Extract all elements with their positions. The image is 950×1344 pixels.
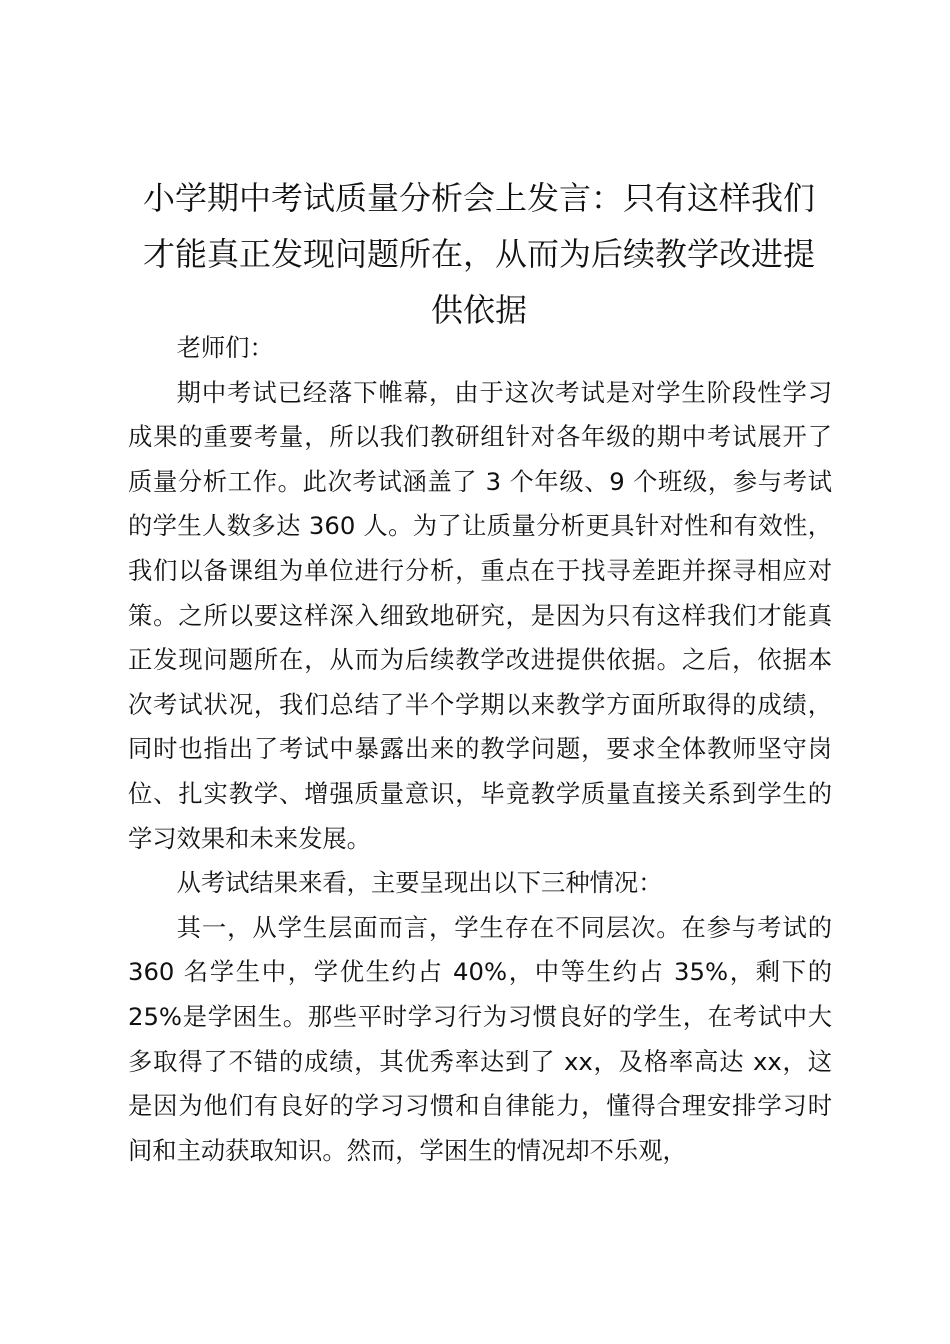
body-paragraph: 其一，从学生层面而言，学生存在不同层次。在参与考试的 360 名学生中，学优生约占 40%，中等生约占 35%，剩下的 25%是学困生。那些平时学习行为习惯良好的学生，在考试中大多取得了不错的成绩，其优秀率达到了 xx，及格率高达 xx，这是因为他们有良好的学习习惯和自律能力，懂得合理安排学习时间和主动获取知识。然而，学困生的情况却不乐观， <box>128 912 832 1165</box>
body-paragraph: 期中考试已经落下帷幕，由于这次考试是对学生阶段性学习成果的重要考量，所以我们教研组针对各年级的期中考试展开了质量分析工作。此次考试涵盖了 3 个年级、9 个班级，参与考试的学生人数多达 360 人。为了让质量分析更具针对性和有效性，我们以备课组为单位进行分析，重点在于找寻差距并探寻相应对策。之所以要这样深入细致地研究，是因为只有这样我们才能真正发现问题所在，从而为后续教学改进提供依据。之后，依据本次考试状况，我们总结了半个学期以来教学方面所取得的成绩，同时也指出了考试中暴露出来的教学问题，要求全体教师坚守岗位、扎实教学、增强质量意识，毕竟教学质量直接关系到学生的学习效果和未来发展。 <box>128 377 832 853</box>
document-title: 小学期中考试质量分析会上发言：只有这样我们才能真正发现问题所在，从而为后续教学改进提供依据 <box>142 179 815 329</box>
salutation-paragraph: 老师们： <box>176 333 274 362</box>
body-paragraph: 从考试结果来看，主要呈现出以下三种情况： <box>176 868 663 898</box>
document-body <box>128 326 832 1173</box>
